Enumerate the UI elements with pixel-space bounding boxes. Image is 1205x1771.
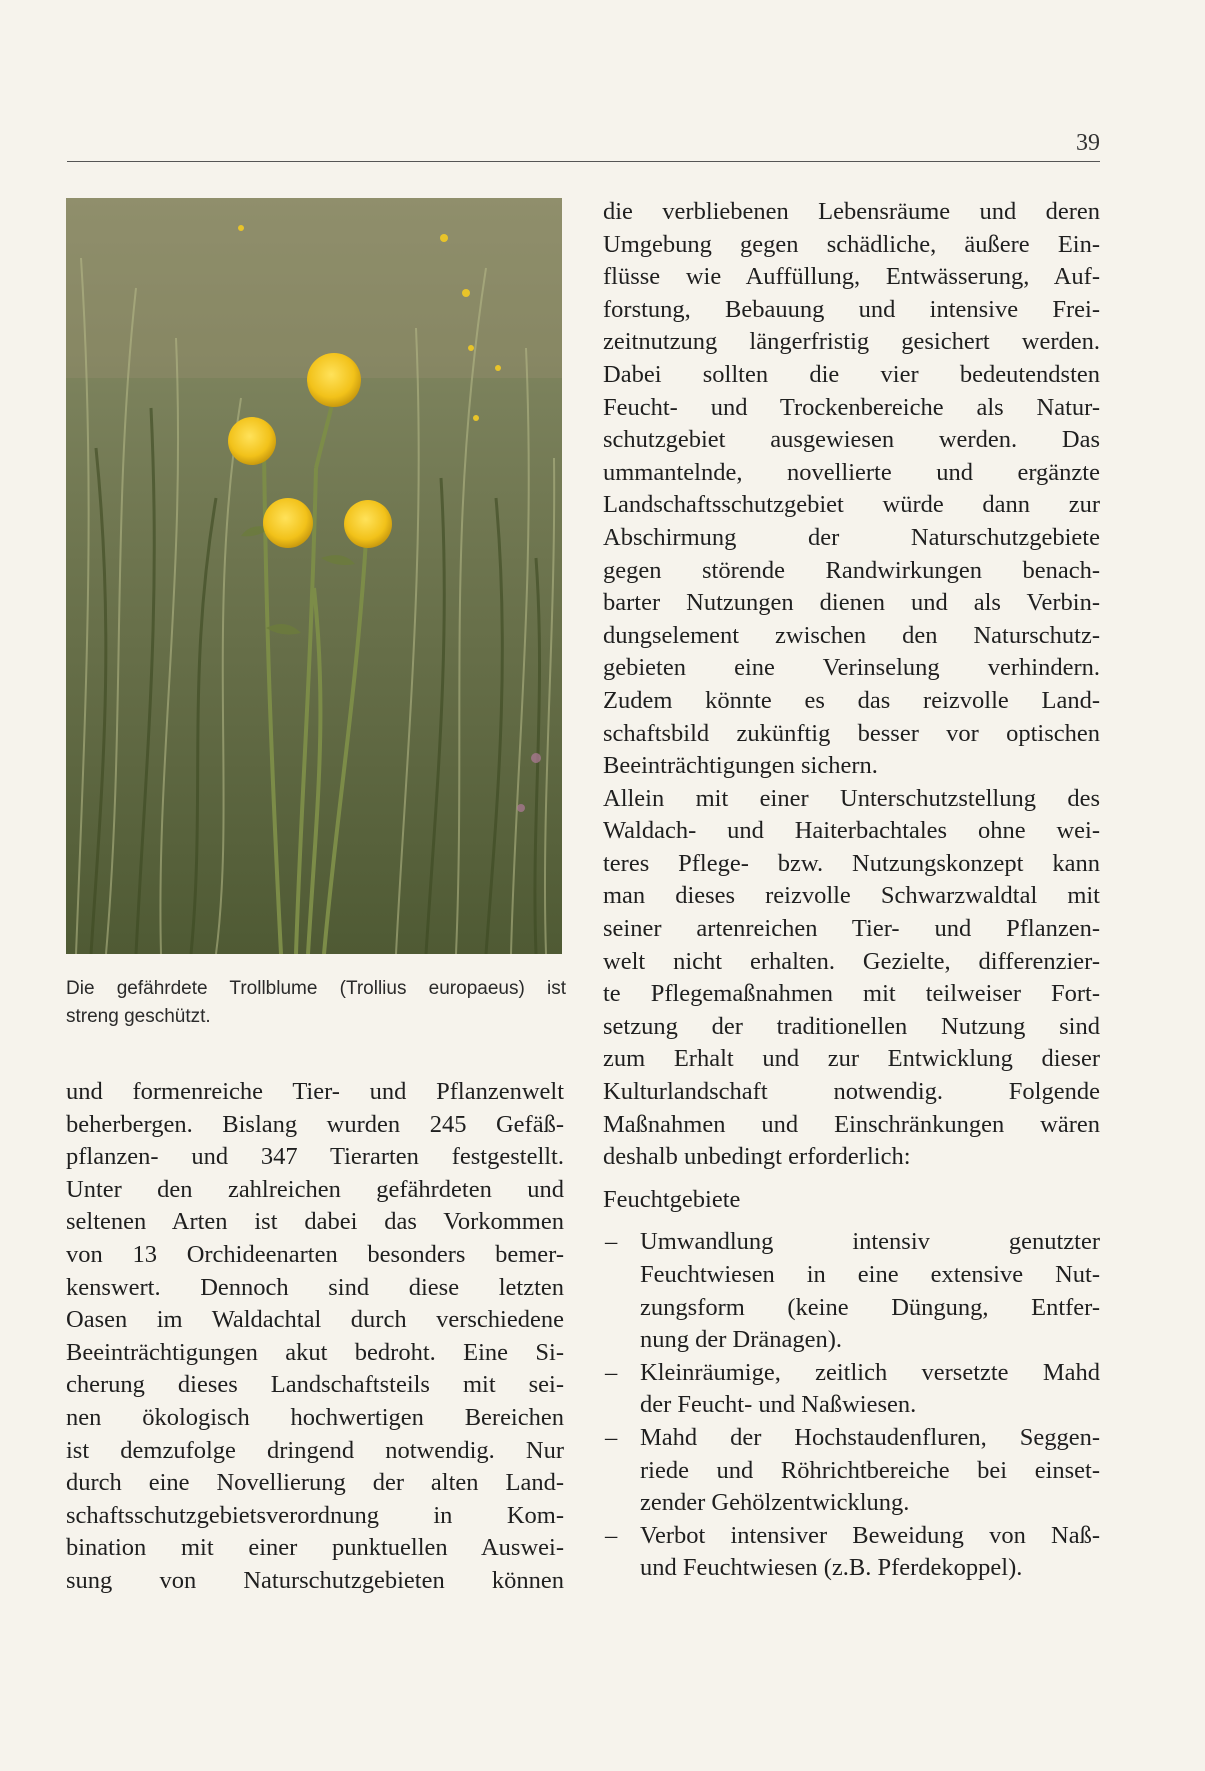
text-line: nen ökologisch hochwertigen Bereichen — [66, 1403, 564, 1431]
text-line: Waldach- und Haiterbachtales ohne wei- — [603, 817, 1100, 845]
text-line: setzung der traditionellen Nutzung sind — [603, 1012, 1100, 1040]
text-line: zum Erhalt und zur Entwicklung dieser — [603, 1045, 1100, 1073]
text-line: Feuchtwiesen in eine extensive Nut- — [640, 1261, 1100, 1288]
text-line: der Feucht- und Naßwiesen. — [640, 1391, 917, 1419]
bullet-dash: – — [605, 1521, 618, 1549]
text-line: Oasen im Waldachtal durch verschiedene — [66, 1306, 564, 1334]
text-line: zeitnutzung längerfristig gesichert werden. — [603, 328, 1100, 356]
bullet-dash: – — [605, 1423, 618, 1451]
text-line: seiner artenreichen Tier- und Pflanzen- — [603, 915, 1100, 943]
text-line: beherbergen. Bislang wurden 245 Gefäß- — [66, 1110, 564, 1138]
text-line: durch eine Novellierung der alten Land- — [66, 1469, 564, 1497]
text-line: und Feuchtwiesen (z.B. Pferdekoppel). — [640, 1554, 1023, 1582]
text-line: Umgebung gegen schädliche, äußere Ein- — [603, 230, 1100, 258]
text-line: barter Nutzungen dienen und als Verbin- — [603, 589, 1100, 617]
text-line: nung der Dränagen). — [640, 1326, 843, 1354]
caption-line: Die gefährdete Trollblume (Trollius europaeus) ist — [66, 978, 566, 999]
text-line: bination mit einer punktuellen Auswei- — [66, 1534, 564, 1562]
right-column-text — [603, 196, 1100, 1585]
text-line: Maßnahmen und Einschränkungen wären — [603, 1110, 1100, 1138]
text-line: Kleinräumige, zeitlich versetzte Mahd — [640, 1358, 1100, 1386]
text-line: Zudem könnte es das reizvolle Land- — [603, 686, 1100, 714]
text-line: zungsform (keine Düngung, Entfer- — [640, 1293, 1100, 1321]
text-line: riede und Röhrichtbereiche bei einset- — [640, 1456, 1100, 1484]
left-column-text — [66, 1076, 564, 1598]
list-item — [603, 1422, 1100, 1520]
text-line: schaftsbild zukünftig besser vor optischen — [603, 719, 1100, 747]
text-line: cherung dieses Landschaftsteils mit sei- — [66, 1371, 564, 1399]
text-line: die verbliebenen Lebensräume und deren — [603, 198, 1100, 225]
list-item — [603, 1520, 1100, 1585]
text-line: Abschirmung der Naturschutzgebiete — [603, 523, 1100, 551]
text-line: Unter den zahlreichen gefährdeten und — [66, 1175, 564, 1203]
list-item — [603, 1357, 1100, 1422]
text-line: kenswert. Dennoch sind diese letzten — [66, 1273, 564, 1301]
bullet-dash: – — [605, 1228, 618, 1256]
text-line: Feucht- und Trockenbereiche als Natur- — [603, 393, 1100, 421]
text-line: sung von Naturschutzgebieten können — [66, 1566, 564, 1594]
text-line: zender Gehölzentwicklung. — [640, 1489, 910, 1517]
paragraph — [603, 783, 1100, 1174]
text-line: Beeinträchtigungen akut bedroht. Eine Si- — [66, 1338, 564, 1366]
section-subheading: Feuchtgebiete — [603, 1185, 741, 1213]
text-line: gegen störende Randwirkungen benach- — [603, 556, 1100, 584]
text-line: Dabei sollten die vier bedeutendsten — [603, 360, 1100, 388]
text-line: dungselement zwischen den Naturschutz- — [603, 621, 1100, 649]
text-line: Kulturlandschaft notwendig. Folgende — [603, 1078, 1100, 1106]
list-item — [603, 1226, 1100, 1356]
text-line: Beeinträchtigungen sichern. — [603, 752, 878, 780]
page-number: 39 — [1076, 130, 1100, 156]
header-rule — [67, 161, 1100, 162]
text-line: Verbot intensiver Beweidung von Naß- — [640, 1521, 1100, 1549]
text-line: Landschaftsschutzgebiet würde dann zur — [603, 491, 1100, 519]
text-line: Allein mit einer Unterschutzstellung des — [603, 784, 1100, 812]
trollius-flower-photo — [66, 198, 562, 954]
text-line: forstung, Bebauung und intensive Frei- — [603, 295, 1100, 323]
text-line: teres Pflege- bzw. Nutzungskonzept kann — [603, 849, 1100, 877]
text-line: schutzgebiet ausgewiesen werden. Das — [603, 426, 1100, 454]
text-line: seltenen Arten ist dabei das Vorkommen — [66, 1208, 564, 1236]
text-line: man dieses reizvolle Schwarzwaldtal mit — [603, 882, 1100, 910]
text-line: ummantelnde, novellierte und ergänzte — [603, 458, 1100, 486]
text-line: te Pflegemaßnahmen mit teilweiser Fort- — [603, 980, 1100, 1008]
text-line: Umwandlung intensiv genutzter — [640, 1228, 1100, 1256]
text-line: flüsse wie Auffüllung, Entwässerung, Auf- — [603, 263, 1100, 291]
text-line: deshalb unbedingt erforderlich: — [603, 1143, 911, 1171]
text-line: ist demzufolge dringend notwendig. Nur — [66, 1436, 564, 1464]
bullet-dash: – — [605, 1358, 618, 1386]
text-line: gebieten eine Verinselung verhindern. — [603, 654, 1100, 682]
text-line: Mahd der Hochstaudenfluren, Seggen- — [640, 1423, 1100, 1451]
text-line: schaftsschutzgebietsverordnung in Kom- — [66, 1501, 564, 1529]
caption-line: streng geschützt. — [66, 1006, 211, 1027]
text-line: pflanzen- und 347 Tierarten festgestellt. — [66, 1143, 564, 1171]
paragraph — [603, 196, 1100, 783]
text-line: und formenreiche Tier- und Pflanzenwelt — [66, 1078, 564, 1105]
figure-caption — [66, 975, 566, 1031]
text-line: von 13 Orchideenarten besonders bemer- — [66, 1240, 564, 1268]
text-line: welt nicht erhalten. Gezielte, differenzier- — [603, 947, 1100, 975]
